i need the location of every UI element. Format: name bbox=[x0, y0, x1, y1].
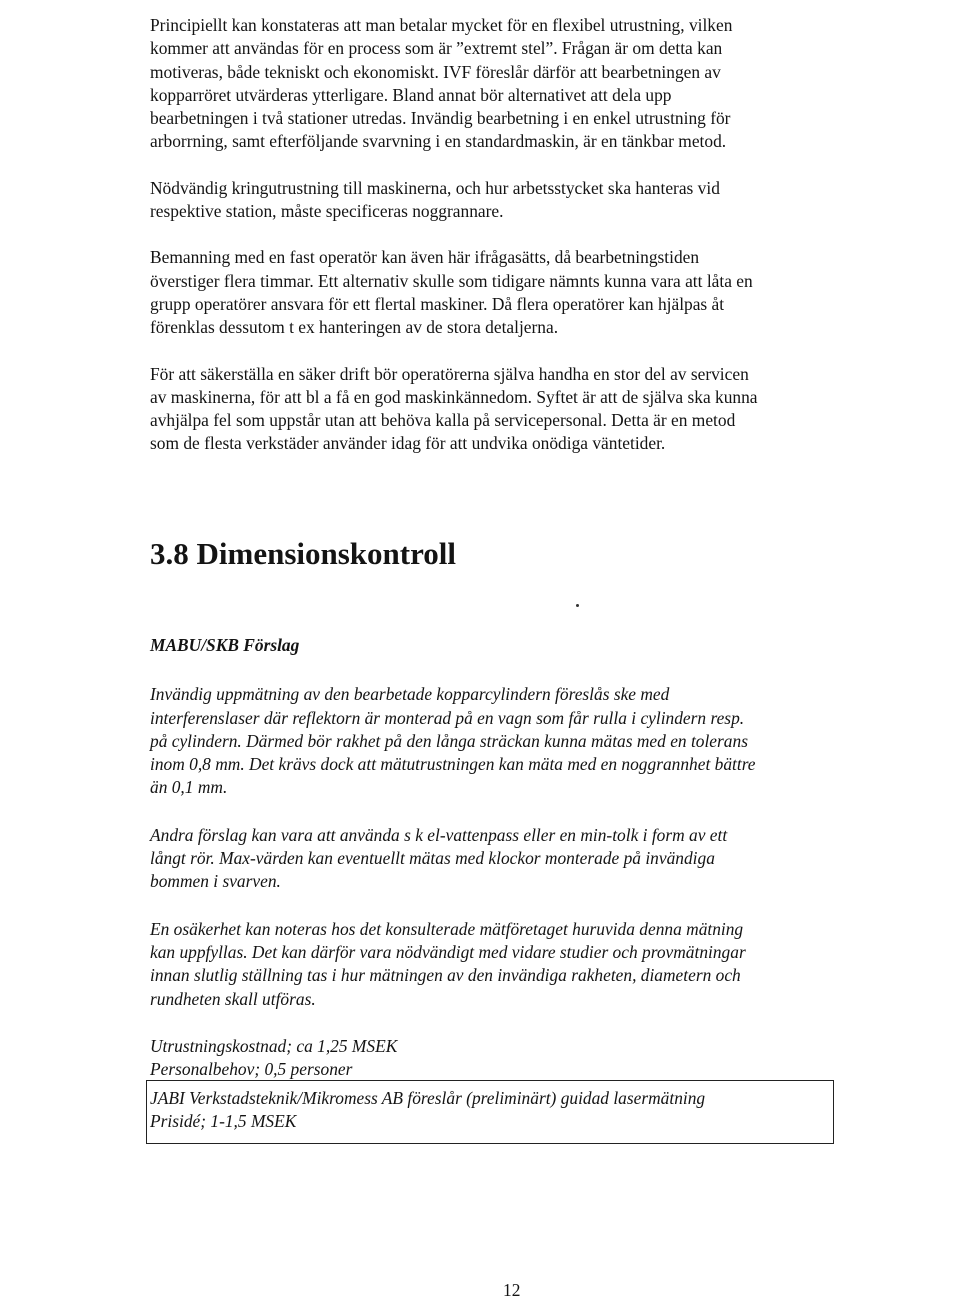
paragraph-peripheral-equipment bbox=[150, 177, 850, 224]
text-line: respektive station, måste specificeras noggrannare. bbox=[150, 201, 504, 222]
text-line: Andra förslag kan vara att använda s k el-vattenpass eller en min-tolk i form av ett bbox=[150, 824, 728, 845]
text-line: som de flesta verkstäder använder idag för att undvika onödiga väntetider. bbox=[150, 433, 666, 454]
text-line: kopparröret utvärderas ytterligare. Bland annat bör alternativet att dela upp bbox=[150, 84, 672, 105]
text-line: kommer att användas för en process som är ”extremt stel”. Frågan är om detta kan bbox=[150, 38, 723, 59]
section-body bbox=[150, 634, 870, 1081]
text-line: överstiger flera timmar. Ett alternativ skulle som tidigare nämnts kunna vara att låta en bbox=[150, 270, 753, 291]
text-line: kan uppfyllas. Det kan därför vara nödvändigt med vidare studier och provmätningar bbox=[150, 941, 746, 962]
page-number: 12 bbox=[503, 1280, 521, 1300]
staffing-need: Personalbehov; 0,5 personer bbox=[150, 1059, 353, 1080]
text-line: interferenslaser där reflektorn är monterad på en vagn som får rulla i cylindern resp. bbox=[150, 707, 745, 728]
text-line: inom 0,8 mm. Det krävs dock att mätutrustningen kan mäta med en noggrannhet bättre bbox=[150, 754, 756, 775]
text-line: motiveras, både tekniskt och ekonomiskt. IVF föreslår därför att bearbetningen av bbox=[150, 61, 721, 82]
text-line: rundheten skall utföras. bbox=[150, 988, 316, 1009]
paragraph-costs bbox=[150, 1035, 870, 1082]
text-line: bearbetningen i två stationer utredas. Invändig bearbetning i en enkel utrustning för bbox=[150, 108, 731, 129]
boxed-note-text bbox=[150, 1087, 833, 1134]
text-line: grupp operatörer ansvara för ett flertal maskiner. Då flera operatörer kan hjälpas åt bbox=[150, 293, 725, 314]
paragraph-service bbox=[150, 363, 850, 456]
body-text bbox=[150, 14, 850, 456]
stray-dot-mark bbox=[576, 604, 579, 607]
text-line: Principiellt kan konstateras att man betalar mycket för en flexibel utrustning, vilken bbox=[150, 15, 733, 35]
paragraph-uncertainty bbox=[150, 918, 870, 1011]
text-line: avhjälpa fel som uppstår utan att behöva kalla på servicepersonal. Detta är en metod bbox=[150, 410, 736, 431]
text-line: långt rör. Max-värden kan eventuellt mätas med klockor monterade på invändiga bbox=[150, 848, 715, 869]
text-line: än 0,1 mm. bbox=[150, 777, 228, 798]
text-line: av maskinerna, för att bl a få en god maskinkännedom. Syftet är att de själva ska kunna bbox=[150, 386, 758, 407]
text-line: JABI Verkstadsteknik/Mikromess AB föreslår (preliminärt) guidad lasermätning bbox=[150, 1088, 706, 1108]
paragraph-other-proposals bbox=[150, 824, 870, 894]
paragraph-internal-measurement bbox=[150, 683, 870, 799]
paragraph-flexibility bbox=[150, 14, 850, 154]
text-line: Invändig uppmätning av den bearbetade kopparcylindern föreslås ske med bbox=[150, 684, 670, 705]
text-line: Prisidé; 1-1,5 MSEK bbox=[150, 1111, 297, 1132]
text-line: på cylindern. Därmed bör rakhet på den långa sträckan kunna mätas med en tolerans bbox=[150, 730, 748, 751]
paragraph-staffing bbox=[150, 246, 850, 339]
section-subheading: MABU/SKB Förslag bbox=[150, 635, 300, 655]
equipment-cost: Utrustningskostnad; ca 1,25 MSEK bbox=[150, 1035, 398, 1056]
text-line: Nödvändig kringutrustning till maskinerna, och hur arbetsstycket ska hanteras vid bbox=[150, 177, 720, 198]
text-line: arborrning, samt efterföljande svarvning i en standardmaskin, är en tänkbar metod. bbox=[150, 131, 727, 152]
text-line: För att säkerställa en säker drift bör operatörerna själva handha en stor del av servicen bbox=[150, 363, 749, 384]
text-line: förenklas dessutom t ex hanteringen av de stora detaljerna. bbox=[150, 317, 559, 338]
boxed-note bbox=[146, 1080, 834, 1144]
text-line: bommen i svarven. bbox=[150, 871, 281, 892]
text-line: innan slutlig ställning tas i hur mätningen av den invändiga rakheten, diametern och bbox=[150, 965, 741, 986]
section-heading: 3.8 Dimensionskontroll bbox=[150, 536, 457, 571]
text-line: Bemanning med en fast operatör kan även här ifrågasätts, då bearbetningstiden bbox=[150, 247, 700, 268]
text-line: En osäkerhet kan noteras hos det konsulterade mätföretaget huruvida denna mätning bbox=[150, 918, 744, 939]
